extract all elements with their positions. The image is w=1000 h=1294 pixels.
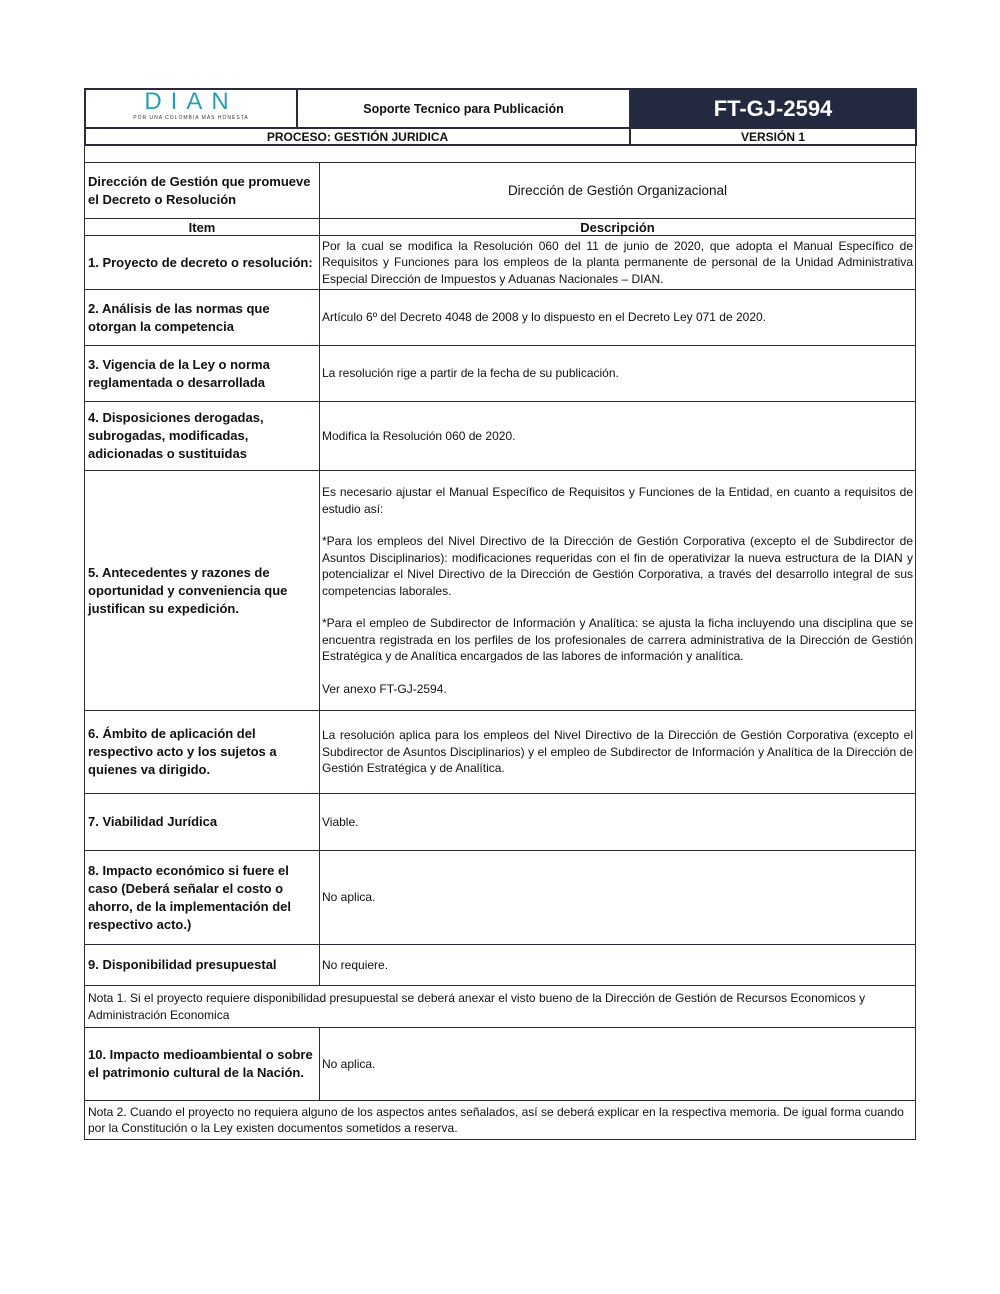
row-label: 1. Proyecto de decreto o resolución: (85, 236, 320, 290)
paragraph: *Para el empleo de Subdirector de Información y Analítica: se ajusta la ficha incluyendo una disciplina que se encuentra registrada en los perfiles de los profesionales de carrera administrativa de la Dirección de Gestión Estratégica y de Analítica encargados de las labores de información y analítica. (322, 616, 913, 663)
row-label: 3. Vigencia de la Ley o norma reglamentada o desarrollada (85, 346, 320, 402)
row-value: La resolución aplica para los empleos del Nivel Directivo de la Dirección de Gestión Corporativa (excepto el Subdirector de Asuntos Disciplinarios) y el empleo de Subdirector de Información y Analítica de la Dirección de Gestión Estratégica y de Analítica. (320, 711, 916, 794)
table-row (85, 290, 916, 346)
table-row (85, 851, 916, 945)
logo-wordmark: DIAN (144, 90, 238, 115)
header-table (84, 88, 917, 146)
row-value: No requiere. (320, 945, 916, 986)
spacer-row (85, 146, 916, 163)
paragraph: *Para los empleos del Nivel Directivo de la Dirección de Gestión Corporativa (excepto el de Subdirector de Asuntos Disciplinarios): modificaciones requeridas con el fin de operativizar la nueva estructura de la DIAN y potencializar el Nivel Directivo de la Dirección de Gestión Corporativa, a través del desarrollo integral de sus competencias laborales. (322, 534, 913, 598)
table-row (85, 402, 916, 471)
process-label: PROCESO: GESTIÓN JURIDICA (85, 128, 630, 145)
row-label: 6. Ámbito de aplicación del respectivo acto y los sujetos a quienes va dirigido. (85, 711, 320, 794)
row-value: Por la cual se modifica la Resolución 060 del 11 de junio de 2020, que adopta el Manual Específico de Requisitos y Funciones para los empleos de la planta permanente de personal de la Unidad Administrativa Especial Dirección de Impuestos y Aduanas Nacionales – DIAN. (320, 236, 916, 290)
direction-value: Dirección de Gestión Organizacional (320, 163, 916, 219)
row-value: Modifica la Resolución 060 de 2020. (320, 402, 916, 471)
form-sheet (84, 88, 915, 1140)
paragraph: Es necesario ajustar el Manual Específico de Requisitos y Funciones de la Entidad, en cuanto a requisitos de estudio así: (322, 485, 913, 516)
row-value: No aplica. (320, 1028, 916, 1101)
row-label: 8. Impacto económico si fuere el caso (Deberá señalar el costo o ahorro, de la implementación del respectivo acto.) (85, 851, 320, 945)
table-row (85, 471, 916, 711)
table-row (85, 794, 916, 851)
note-1: Nota 1. Si el proyecto requiere disponibilidad presupuestal se deberá anexar el visto bueno de la Dirección de Gestión de Recursos Economicos y Administración Economica (85, 986, 916, 1028)
row-value: Viable. (320, 794, 916, 851)
row-value: La resolución rige a partir de la fecha de su publicación. (320, 346, 916, 402)
row-label: 10. Impacto medioambiental o sobre el patrimonio cultural de la Nación. (85, 1028, 320, 1101)
column-header-description: Descripción (320, 219, 916, 236)
table-row (85, 346, 916, 402)
note-2: Nota 2. Cuando el proyecto no requiera alguno de los aspectos antes señalados, así se deberá explicar en la respectiva memoria. De igual forma cuando por la Constitución o la Ley existen documentos sometidos a reserva. (85, 1101, 916, 1140)
document-code: FT-GJ-2594 (630, 89, 916, 128)
table-row (85, 711, 916, 794)
row-label: 9. Disponibilidad presupuestal (85, 945, 320, 986)
row-label: 5. Antecedentes y razones de oportunidad y conveniencia que justifican su expedición. (85, 471, 320, 711)
logo-tagline: POR UNA COLOMBIA MÁS HONESTA (133, 115, 249, 121)
dian-logo (85, 89, 297, 128)
column-header-item: Item (85, 219, 320, 236)
row-value (320, 471, 916, 711)
table-row (85, 236, 916, 290)
version-label: VERSIÓN 1 (630, 128, 916, 145)
direction-label: Dirección de Gestión que promueve el Decreto o Resolución (85, 163, 320, 219)
table-row (85, 945, 916, 986)
body-table (84, 145, 916, 1140)
row-value: No aplica. (320, 851, 916, 945)
document-title: Soporte Tecnico para Publicación (297, 89, 630, 128)
row-label: 4. Disposiciones derogadas, subrogadas, modificadas, adicionadas o sustituidas (85, 402, 320, 471)
table-row (85, 1028, 916, 1101)
row-value: Artículo 6º del Decreto 4048 de 2008 y lo dispuesto en el Decreto Ley 071 de 2020. (320, 290, 916, 346)
dian-logo-icon (121, 90, 261, 122)
paragraph: Ver anexo FT-GJ-2594. (322, 681, 447, 696)
row-label: 7. Viabilidad Jurídica (85, 794, 320, 851)
row-label: 2. Análisis de las normas que otorgan la competencia (85, 290, 320, 346)
